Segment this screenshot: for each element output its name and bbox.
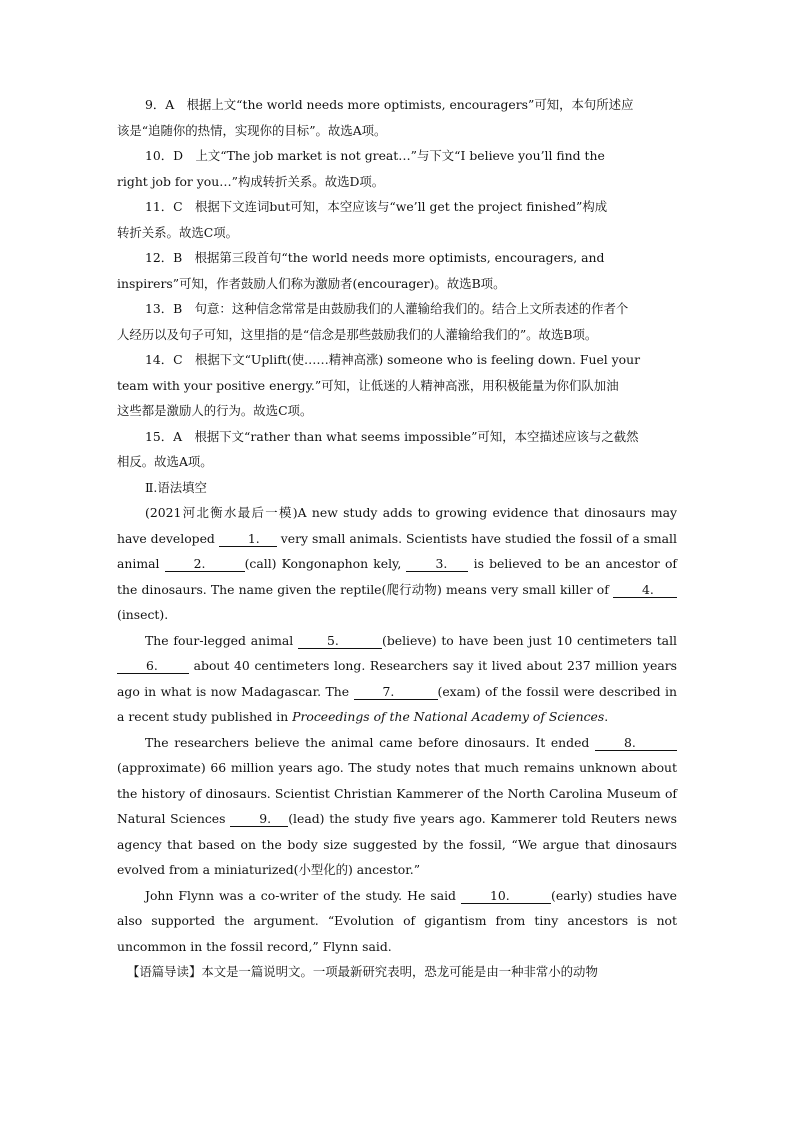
answer-15 — [117, 424, 677, 475]
blank-9[interactable]: 9. — [230, 812, 288, 827]
passage-paragraph-1 — [117, 500, 677, 628]
guide-text: 本文是一篇说明文。一项最新研究表明，恐龙可能是由一种非常小的动物 — [201, 964, 598, 979]
passage-text: . — [604, 709, 609, 724]
passage-text: (approximate) 66 million years ago. The study notes that much remains unknown about the history of dinosaurs. Scientist Christian Kammerer of the North Carolina Museum of Natural Sciences — [117, 760, 677, 826]
answer-13-line1: 13．B 句意：这种信念常常是由鼓励我们的人灌输给我们的。结合上文所表述的作者个 — [145, 301, 629, 316]
answer-12-line1: 12．B 根据第三段首句“the world needs more optimists, encouragers, and — [145, 250, 605, 265]
answer-11-line1: 11．C 根据下文连词but可知，本空应该与“we’ll get the project finished”构成 — [145, 199, 608, 214]
passage-text: John Flynn was a co-writer of the study. He said — [145, 887, 462, 903]
answer-12-line2: inspirers”可知，作者鼓励人们称为激励者(encourager)。故选B项。 — [117, 275, 506, 291]
answer-14 — [117, 347, 677, 424]
blank-8[interactable]: 8. — [595, 736, 677, 751]
guide-label: 【语篇导读】 — [127, 964, 202, 979]
passage-text: about 40 centimeters long. Researchers say it lived about 237 million years ago in what is now Madagascar. The — [117, 658, 677, 699]
passage-text: very small animals. Scientists have studied the fossil of a small animal — [117, 530, 677, 571]
passage-text: (call) Kongonaphon kely, — [244, 556, 407, 571]
document-page — [117, 92, 677, 985]
passage-paragraph-2 — [117, 628, 677, 730]
passage-text: (early) studies have also supported the argument. “Evolution of gigantism from tiny ancestors is not uncommon in the fossil record,” Flynn said. — [117, 887, 677, 954]
answer-10-line1: 10．D 上文“The job market is not great…”与下文“I believe you’ll find the — [145, 148, 605, 163]
passage-paragraph-3 — [117, 730, 677, 883]
passage-text: is believed to be an ancestor of the dinosaurs. The name given the reptile(爬行动物) means very small killer of — [117, 556, 678, 597]
passage-text: The four-legged animal — [145, 632, 298, 648]
blank-4[interactable]: 4. — [613, 583, 677, 598]
answer-13-line2: 人经历以及句子可知，这里指的是“信念是那些鼓励我们的人灌输给我们的”。故选B项。 — [117, 326, 598, 342]
blank-3[interactable]: 3. — [406, 557, 468, 572]
answer-10-line2: right job for you…”构成转折关系。故选D项。 — [117, 173, 385, 189]
answer-14-line2: team with your positive energy.”可知，让低迷的人精神高涨，用积极能量为你们队加油 — [117, 377, 619, 393]
blank-5[interactable]: 5. — [298, 634, 382, 649]
passage-paragraph-4 — [117, 883, 677, 960]
blank-6[interactable]: 6. — [117, 659, 189, 674]
passage-text: A new study adds to growing evidence that dinosaurs may have developed — [117, 505, 678, 546]
answer-15-line1: 15．A 根据下文“rather than what seems impossible”可知，本空描述应该与之截然 — [145, 428, 639, 444]
answer-11-line2: 转折关系。故选C项。 — [117, 224, 238, 240]
journal-title: Proceedings of the National Academy of Sciences — [292, 709, 605, 724]
blank-10[interactable]: 10. — [461, 889, 551, 904]
reading-guide — [117, 959, 677, 985]
passage-source: (2021河北衡水最后一模) — [145, 505, 298, 520]
answer-11 — [117, 194, 677, 245]
answer-10 — [117, 143, 677, 194]
blank-2[interactable]: 2. — [165, 557, 245, 572]
answer-14-line3: 这些都是激励人的行为。故选C项。 — [117, 403, 313, 418]
blank-7[interactable]: 7. — [354, 685, 438, 700]
answer-9 — [117, 92, 677, 143]
passage-text: (believe) to have been just 10 centimeters tall — [382, 632, 677, 648]
section-heading: Ⅱ.语法填空 — [145, 479, 207, 495]
answer-15-line2: 相反。故选A项。 — [117, 454, 213, 469]
answer-9-line2: 该是“追随你的热情，实现你的目标”。故选A项。 — [117, 122, 387, 138]
answer-14-line1: 14．C 根据下文“Uplift(使……精神高涨) someone who is feeling down. Fuel your — [145, 352, 641, 367]
passage-text: (exam) of the fossil were described in a recent study published in — [117, 683, 677, 724]
passage-text: The researchers believe the animal came before dinosaurs. It ended — [145, 734, 595, 750]
answer-12 — [117, 245, 677, 296]
blank-1[interactable]: 1. — [219, 532, 277, 547]
passage-text: (insect). — [117, 607, 169, 622]
passage-text: (lead) the study five years ago. Kammerer told Reuters news agency that based on the body size suggested by the fossil, “We argue that dinosaurs evolved from a miniaturized(小型化的) ancestor.” — [117, 811, 677, 877]
answer-9-line1: 9．A 根据上文“the world needs more optimists, encouragers”可知，本句所述应 — [145, 97, 634, 112]
answer-13 — [117, 296, 677, 347]
